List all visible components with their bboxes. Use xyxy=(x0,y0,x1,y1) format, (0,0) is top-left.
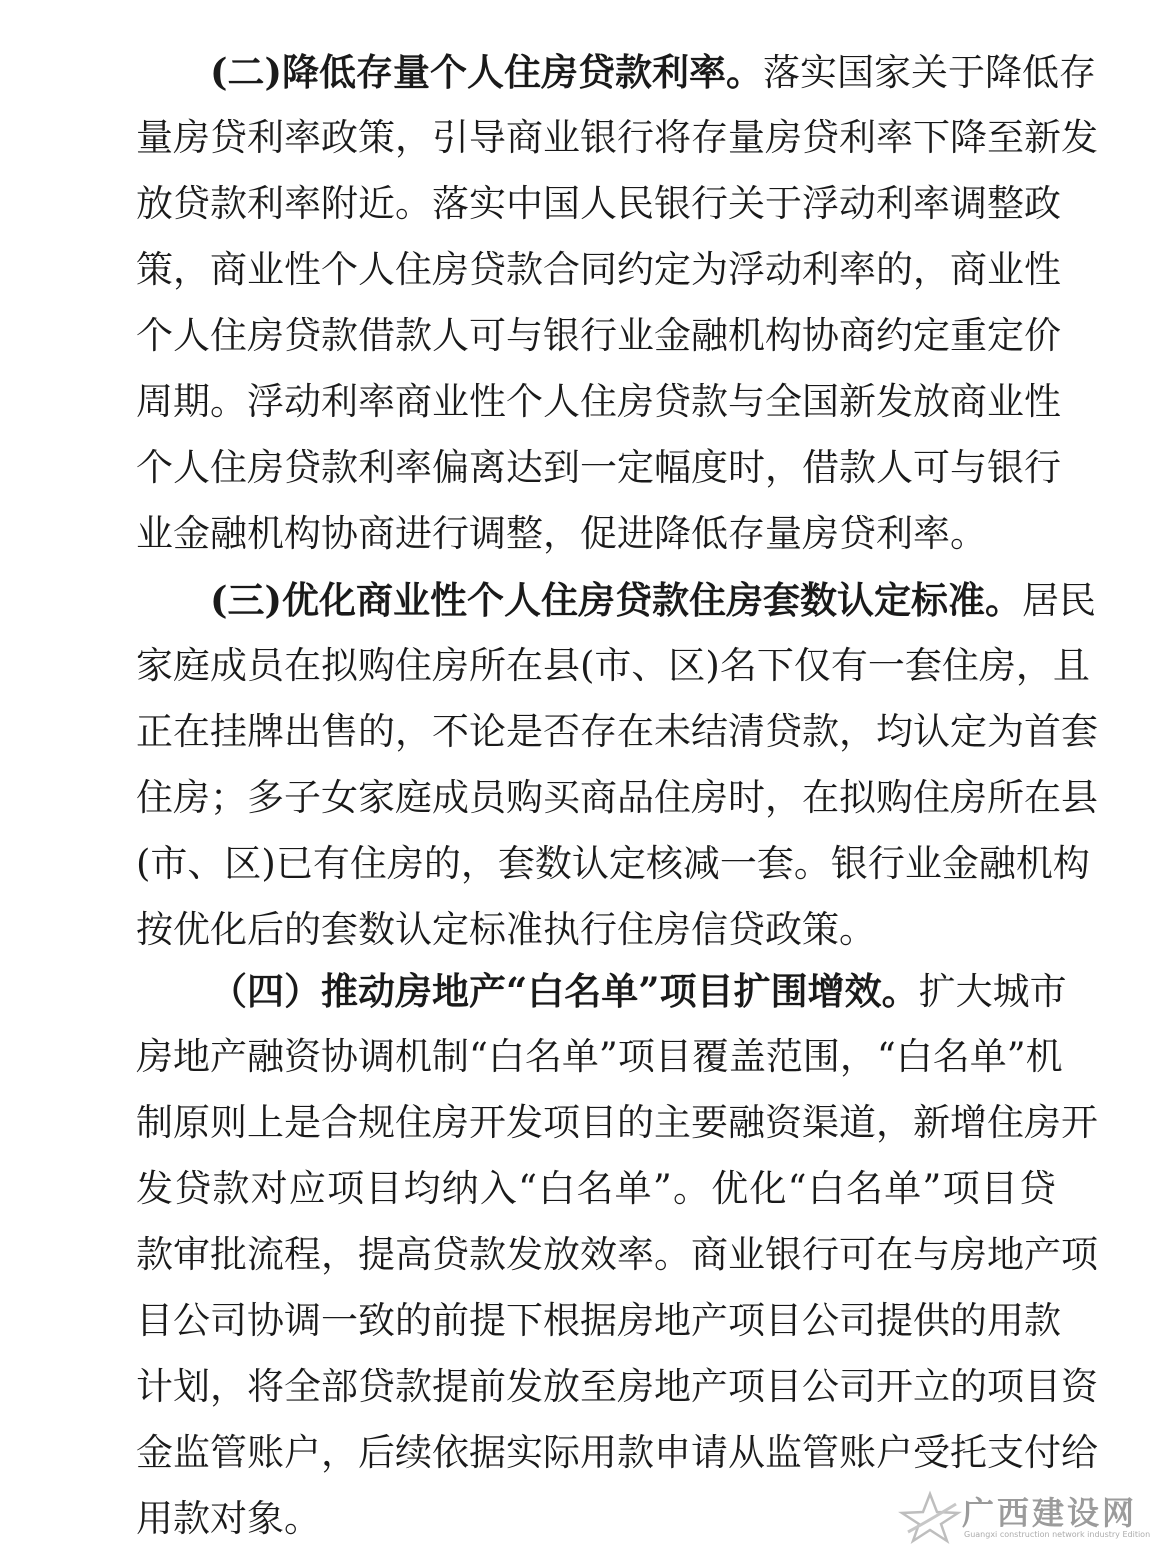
section-2-heading: (二)降低存量个人住房贷款利率。 xyxy=(210,50,764,94)
body-line: 家庭成员在拟购住房所在县(市、区)名下仅有一套住房，且 xyxy=(136,644,1090,687)
section-4-heading: （四）推动房地产“白名单”项目扩围增效。 xyxy=(210,969,919,1013)
section-2-line-1 xyxy=(210,39,1097,105)
body-line: 款审批流程，提高贷款发放效率。商业银行可在与房地产项 xyxy=(136,1233,1098,1276)
body-line: 发贷款对应项目均纳入“白名单”。优化“白名单”项目贷 xyxy=(136,1167,1056,1210)
watermark xyxy=(900,1488,1150,1548)
section-4-line-1 xyxy=(210,958,1067,1024)
body-line: 计划，将全部贷款提前发放至房地产项目公司开立的项目资 xyxy=(136,1365,1098,1408)
body-line: 业金融机构协商进行调整，促进降低存量房贷利率。 xyxy=(136,512,987,555)
section-4-text: 扩大城市 xyxy=(918,970,1067,1013)
body-line: 个人住房贷款借款人可与银行业金融机构协商约定重定价 xyxy=(136,314,1061,357)
section-2-text: 落实国家关于降低存 xyxy=(763,51,1097,94)
body-line: 房地产融资协调机制“白名单”项目覆盖范围，“白名单”机 xyxy=(136,1035,1063,1078)
watermark-subtitle: Guangxi construction network industry Edition xyxy=(964,1530,1151,1539)
star-logo-icon xyxy=(900,1492,960,1542)
body-line: 制原则上是合规住房开发项目的主要融资渠道，新增住房开 xyxy=(136,1101,1098,1144)
body-line: 放贷款利率附近。落实中国人民银行关于浮动利率调整政 xyxy=(136,182,1061,225)
section-3-line-1 xyxy=(210,567,1097,633)
body-line: 目公司协调一致的前提下根据房地产项目公司提供的用款 xyxy=(136,1299,1061,1342)
body-line: 策，商业性个人住房贷款合同约定为浮动利率的，商业性 xyxy=(136,248,1061,291)
body-line: 个人住房贷款利率偏离达到一定幅度时，借款人可与银行 xyxy=(136,446,1061,489)
body-line: 金监管账户，后续依据实际用款申请从监管账户受托支付给 xyxy=(136,1431,1098,1474)
body-line: 用款对象。 xyxy=(136,1497,321,1540)
body-line: 住房；多子女家庭成员购买商品住房时，在拟购住房所在县 xyxy=(136,776,1098,819)
body-line: 周期。浮动利率商业性个人住房贷款与全国新发放商业性 xyxy=(136,380,1061,423)
body-line: 按优化后的套数认定标准执行住房信贷政策。 xyxy=(136,908,876,951)
body-line: 正在挂牌出售的，不论是否存在未结清贷款，均认定为首套 xyxy=(136,710,1098,753)
watermark-title: 广西建设网 xyxy=(962,1494,1138,1532)
section-3-text: 居民 xyxy=(1022,579,1097,622)
section-3-heading: (三)优化商业性个人住房贷款住房套数认定标准。 xyxy=(210,578,1023,622)
body-line: 量房贷利率政策，引导商业银行将存量房贷利率下降至新发 xyxy=(136,116,1098,159)
body-line: (市、区)已有住房的，套数认定核减一套。银行业金融机构 xyxy=(136,842,1090,885)
